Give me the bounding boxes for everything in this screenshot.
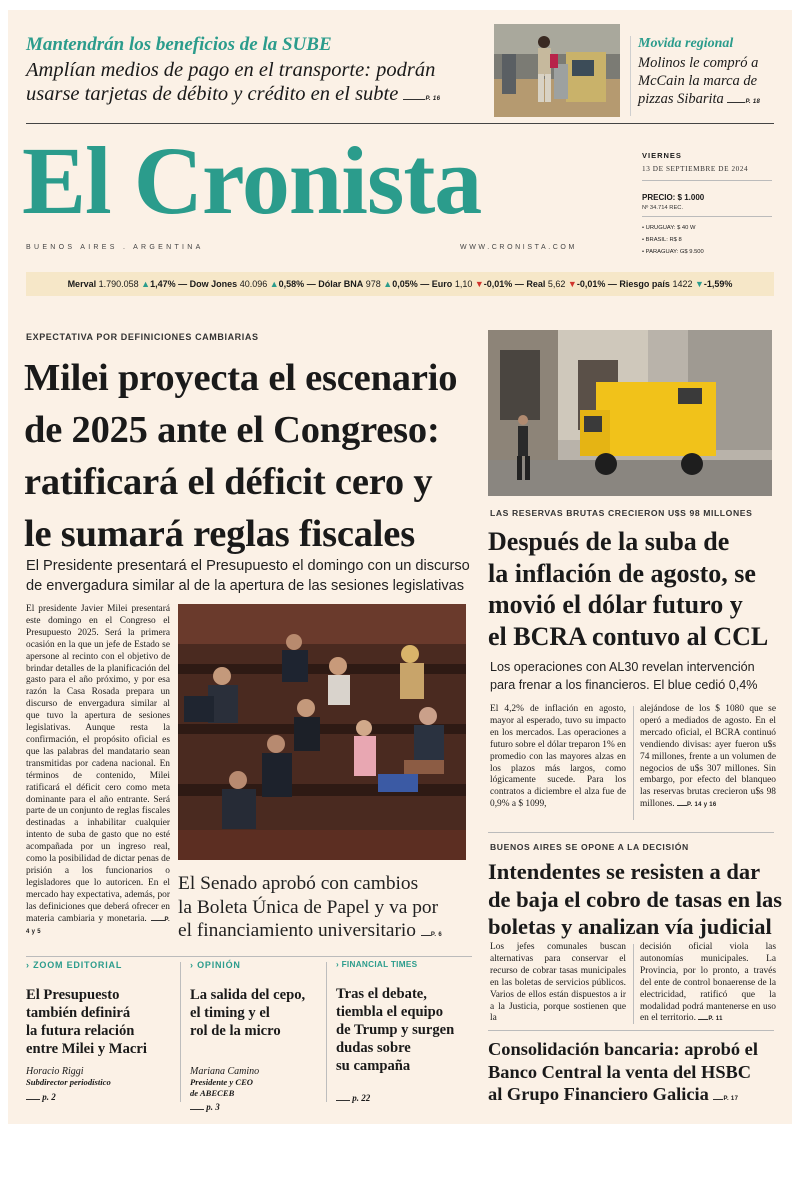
column-headline-line: la futura relación [26, 1023, 135, 1039]
reserves-kicker: LAS RESERVAS BRUTAS CRECIERON U$S 98 MILLONES [490, 508, 753, 518]
tasas-headline-line: boletas y analizan vía judicial [488, 914, 772, 939]
lead-deck [26, 556, 484, 596]
lead-headline-line: Milei proyecta el escenario [24, 357, 458, 399]
tasas-headline-line: Intendentes se resisten a dar [488, 859, 761, 884]
role-line: de ABECEB [190, 1088, 235, 1098]
lead-body: El presidente Javier Milei presentará este domingo en el Congreso el Presupuesto 2025. Será la primera ocasión en la que un jefe de Estado se apersone al recinto con el objetivo de brindar detalles de la planificación del gasto para el año próximo, y por esa razón la Casa Rosada prepara un discurso de envergadura similar al que tuvo la apertura de sesiones legislativas. Aunque resta la confirmación, el propósito oficial es que las palabras del mandatario sean transmitidas por cadena nacional. En términos de contenido, Milei ratificará el déficit cero como meta dominante para el año entrante. Será parte de un conjunto de reglas fiscales destinadas a inhabilitar cualquier intento de suba de gasto que no esté acompañada por un ingreso real, como la posibilidad de dictar penas de prisión a los funcionarios o legisladores que lo autoricen. En el mercado hay expectativa, además, por las definiciones que deberá ofrecer en materia cambiaria y monetaria. P. 4 y 5 [26, 604, 170, 936]
down-arrow-icon: ▼ [567, 279, 577, 289]
page-ref: P. 16 [425, 96, 441, 102]
tasas-headline-line: de baja el cobro de tasas en las [488, 886, 782, 912]
role-line: Presidente y CEO [190, 1077, 254, 1087]
senate-session-photo [178, 604, 466, 860]
column-headline-line: también definirá [26, 1005, 131, 1021]
up-arrow-icon: ▲ [141, 279, 151, 289]
page-ref: P. 11 [708, 1016, 723, 1023]
masthead-title: El Cronista [22, 127, 482, 234]
masthead-website: WWW.CRONISTA.COM [460, 244, 577, 251]
senate-photo-caption[interactable] [178, 872, 478, 948]
column-kicker: › ZOOM EDITORIAL [26, 960, 123, 970]
column-zoom-editorial[interactable] [26, 960, 176, 1102]
reserves-headline-line: la inflación de agosto, se [488, 558, 756, 588]
reserves-headline-line: Después de la suba de [488, 527, 730, 556]
divider [630, 36, 631, 116]
price-abroad-item: • PARAGUAY: G$ 9.500 [642, 249, 704, 255]
down-arrow-icon: ▼ [474, 279, 484, 289]
page-ref: P. 14 y 16 [686, 802, 717, 809]
banking-headline-line: Consolidación bancaria: aprobó el [488, 1039, 758, 1059]
column-kicker: › OPINIÓN [190, 960, 241, 970]
banking-headline-line: Banco Central la venta del HSBC [488, 1061, 752, 1082]
column-headline-line: dudas sobre [336, 1040, 411, 1056]
tasas-body-col1: Los jefes comunales buscan alternativas para conservar el recurso de cobrar tasas municipales en las boletas de servicios públicos. Varios de ellos están dispuestos a ir a la Justicia, porque sostienen que la [490, 942, 626, 1024]
page-ref: P. 4 y 5 [26, 916, 170, 936]
top-teaser-kicker: Mantendrán los beneficios de la SUBE [26, 34, 332, 55]
column-headline-line: su campaña [336, 1058, 411, 1074]
reserves-body-col1: El 4,2% de inflación en agosto, mayor al esperado, tuvo su impacto en los mercados. Las operaciones a futuro sobre el dólar treparon 1% en promedio con las mayores alzas en los plazos más largos, como lógicamente sucede. Para los contratos a diciembre el alza fue de 0,9% a $ 1099, [490, 704, 626, 810]
reserves-headline[interactable] [488, 526, 778, 652]
ticker-item-euro: Euro 1,10 ▼-0,01% [431, 279, 513, 289]
price-abroad-item: • URUGUAY: $ 40 W [642, 225, 696, 231]
column-headline [336, 985, 472, 1075]
rule [488, 1030, 774, 1031]
prices-abroad [642, 222, 704, 258]
ticker-item-real: Real 5,62 ▼-0,01% [526, 279, 606, 289]
top-teaser-headline[interactable] [26, 58, 486, 111]
page-ref: P. 17 [723, 1096, 739, 1102]
regional-teaser-kicker: Movida regional [638, 36, 734, 51]
divider [633, 706, 634, 820]
subway-turnstile-photo [494, 24, 620, 117]
column-page-ref: p. 22 [336, 1093, 472, 1103]
lead-headline[interactable] [24, 352, 478, 560]
column-headline [190, 986, 326, 1040]
column-author: Horacio Riggi [26, 1066, 84, 1077]
reserves-headline-line: el BCRA contuvo al CCL [488, 621, 769, 651]
divider [180, 962, 181, 1102]
column-kicker: › FINANCIAL TIMES [336, 960, 418, 969]
regional-teaser-headline[interactable] [638, 54, 788, 111]
divider [633, 944, 634, 1024]
rule [642, 180, 772, 181]
column-headline-line: tiembla el equipo [336, 1004, 444, 1020]
masthead-issue: Nº 34.714 REC. [642, 205, 684, 211]
market-ticker: Merval 1.790.058 ▲1,47% — Dow Jones 40.096 ▲0,58% — Dólar BNA 978 ▲0,05% — Euro 1,10 ▼-0,01% — Real 5,62 ▼-0,01% — Riesgo país 1422 ▼-1,59% [26, 272, 774, 296]
up-arrow-icon: ▲ [383, 279, 393, 289]
regional-teaser-line: Molinos le compró a [638, 55, 759, 71]
reserves-deck-line: Los operaciones con AL30 revelan intervención [490, 660, 755, 674]
masthead-price: PRECIO: $ 1.000 [642, 193, 705, 202]
column-headline-line: El Presupuesto [26, 987, 120, 1003]
reserves-body-col2: alejándose de los $ 1080 que se operó a mediados de agosto. En el mercado oficial, el BCRA continuó vendiendo divisas: ayer fueron u$s 74 millones, frente a un volumen de negocios de u$s 307 millones. Sin embargo, por efecto del blanqueo las reservas brutas crecieron u$s 98 millones. P. 14 y 16 [640, 704, 776, 810]
column-author-role [26, 1077, 176, 1088]
lead-kicker: EXPECTATIVA POR DEFINICIONES CAMBIARIAS [26, 332, 259, 342]
reserves-deck [490, 658, 780, 694]
column-financial-times[interactable] [336, 960, 472, 1103]
column-page-ref: p. 2 [26, 1092, 176, 1102]
column-headline-line: entre Milei y Macri [26, 1041, 147, 1057]
column-author: Mariana Camino [190, 1066, 260, 1077]
lead-headline-line: ratificará el déficit cero y [24, 461, 433, 503]
lead-headline-line: le sumará reglas fiscales [24, 513, 415, 555]
lead-deck-line: de envergadura similar al de la apertura de las sesiones legislativas [26, 578, 465, 594]
ticker-item-merval: Merval 1.790.058 ▲1,47% [67, 279, 176, 289]
ticker-item-dow-jones: Dow Jones 40.096 ▲0,58% [189, 279, 305, 289]
column-headline-line: de Trump y surgen [336, 1022, 455, 1038]
top-teaser-headline-line: Amplían medios de pago en el transporte: podrán [26, 59, 436, 81]
divider [326, 962, 327, 1102]
rule [26, 123, 774, 124]
rule [642, 216, 772, 217]
column-page-ref: p. 3 [190, 1102, 326, 1112]
column-headline-line: el timing y el [190, 1005, 270, 1021]
newspaper-front-page [8, 10, 792, 1124]
ticker-item-riesgo-pais: Riesgo país 1422 ▼-1,59% [619, 279, 733, 289]
column-headline [26, 986, 176, 1058]
column-headline-line: Tras el debate, [336, 986, 427, 1002]
reserves-deck-line: para frenar a los financieros. El blue cedió 0,4% [490, 678, 758, 692]
caption-line: el financiamiento universitario P. 6 [178, 920, 442, 941]
armored-truck-photo [488, 330, 772, 496]
banking-headline[interactable] [488, 1038, 778, 1111]
lead-headline-line: de 2025 ante el Congreso: [24, 409, 440, 451]
regional-teaser-line: pizzas Sibarita P. 18 [638, 91, 761, 107]
banking-headline-line: al Grupo Financiero Galicia P. 17 [488, 1084, 739, 1104]
tasas-kicker: BUENOS AIRES SE OPONE A LA DECISIÓN [490, 842, 689, 852]
masthead-day: VIERNES [642, 151, 682, 160]
column-headline-line: La salida del cepo, [190, 987, 306, 1003]
caption-line: El Senado aprobó con cambios [178, 873, 419, 894]
down-arrow-icon: ▼ [694, 279, 704, 289]
up-arrow-icon: ▲ [269, 279, 279, 289]
column-headline-line: rol de la micro [190, 1023, 281, 1039]
page-ref: P. 18 [745, 99, 761, 105]
rule [488, 832, 774, 833]
tasas-body-col2: decisión oficial viola las autonomías municipales. La Provincia, por lo pronto, a través del ente de control bonaerense de la electricidad, ratificó que la modalidad podrá mantenerse en uso en el territorio. P. 11 [640, 942, 776, 1024]
masthead-city: BUENOS AIRES . ARGENTINA [26, 244, 204, 251]
caption-line: la Boleta Única de Papel y va por [178, 896, 439, 918]
column-author-role [190, 1077, 326, 1099]
column-opinion[interactable] [190, 960, 326, 1112]
ticker-item-dolar-bna: Dólar BNA 978 ▲0,05% [318, 279, 418, 289]
masthead-date: 13 DE SEPTIEMBRE DE 2024 [642, 165, 749, 173]
rule [26, 956, 472, 957]
top-teaser-headline-line: usarse tarjetas de débito y crédito en el subte P. 16 [26, 83, 441, 105]
page-ref: P. 6 [430, 932, 442, 938]
tasas-headline[interactable] [488, 858, 782, 941]
lead-deck-line: El Presidente presentará el Presupuesto el domingo con un discurso [26, 558, 470, 574]
price-abroad-item: • BRASIL: R$ 8 [642, 237, 682, 243]
regional-teaser-line: McCain la marca de [638, 73, 758, 89]
reserves-headline-line: movió el dólar futuro y [488, 590, 743, 619]
role-line: Subdirector periodístico [26, 1077, 111, 1087]
